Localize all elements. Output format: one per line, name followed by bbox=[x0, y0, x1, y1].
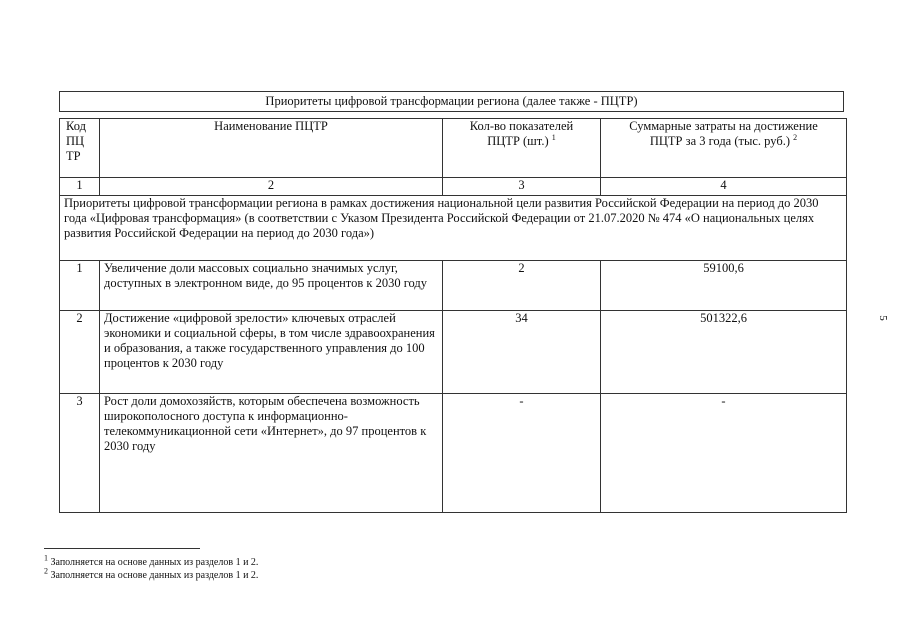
pctr-table bbox=[59, 118, 847, 513]
column-number: 2 bbox=[100, 178, 443, 196]
section-header: Приоритеты цифровой трансформации региона в рамках достижения национальной цели развития Российской Федерации на период до 2030 года «Цифровая трансформация» (в соответствии с Указом Президента Российской Федерации от 21.07.2020 № 474 «О национальных целях развития Российской Федерации на период до 2030 года») bbox=[60, 196, 847, 261]
header-indicators-line-2: ПЦТР (шт.) bbox=[487, 134, 549, 148]
header-code-line-1: Код bbox=[66, 119, 86, 133]
row-indicators: 34 bbox=[443, 311, 601, 394]
header-code-line-2: ПЦ bbox=[66, 134, 85, 148]
header-indicators-line-1: Кол-во показателей bbox=[469, 119, 574, 133]
row-name: Рост доли домохозяйств, которым обеспечена возможность широкополосного доступа к информационно-телекоммуникационной сети «Интернет», до 97 процентов к 2030 году bbox=[100, 394, 443, 513]
table-row bbox=[60, 261, 847, 311]
header-name: Наименование ПЦТР bbox=[100, 119, 443, 178]
footnote-mark: 1 bbox=[44, 553, 48, 563]
section-header-row bbox=[60, 196, 847, 261]
footnote-ref-1[interactable]: 1 bbox=[551, 132, 556, 142]
column-number-row bbox=[60, 178, 847, 196]
row-code: 3 bbox=[60, 394, 100, 513]
footnote-item bbox=[44, 553, 259, 569]
row-code: 1 bbox=[60, 261, 100, 311]
row-costs: 501322,6 bbox=[601, 311, 847, 394]
header-costs bbox=[601, 119, 847, 178]
row-indicators: - bbox=[443, 394, 601, 513]
footnote-item bbox=[44, 566, 259, 582]
row-indicators: 2 bbox=[443, 261, 601, 311]
footnote-divider bbox=[44, 548, 200, 549]
footnotes bbox=[44, 553, 259, 582]
row-name: Увеличение доли массовых социально значимых услуг, доступных в электронном виде, до 95 процентов к 2030 году bbox=[100, 261, 443, 311]
header-code bbox=[60, 119, 100, 178]
row-code: 2 bbox=[60, 311, 100, 394]
header-indicators bbox=[443, 119, 601, 178]
footnote-mark: 2 bbox=[44, 566, 48, 576]
row-name: Достижение «цифровой зрелости» ключевых отраслей экономики и социальной сферы, в том числе здравоохранения и образования, а также государственного управления до 100 процентов к 2030 году bbox=[100, 311, 443, 394]
column-number: 4 bbox=[601, 178, 847, 196]
footnote-text: Заполняется на основе данных из разделов 1 и 2. bbox=[50, 570, 259, 581]
header-costs-line-2: ПЦТР за 3 года (тыс. руб.) bbox=[649, 134, 790, 148]
header-row bbox=[60, 119, 847, 178]
table-title: Приоритеты цифровой трансформации региона (далее также - ПЦТР) bbox=[59, 91, 844, 112]
table-row bbox=[60, 394, 847, 513]
page-number: 5 bbox=[876, 315, 889, 321]
footnote-text: Заполняется на основе данных из разделов 1 и 2. bbox=[50, 557, 259, 568]
footnote-ref-2[interactable]: 2 bbox=[793, 132, 798, 142]
header-costs-line-1: Суммарные затраты на достижение bbox=[629, 119, 818, 133]
table-row bbox=[60, 311, 847, 394]
row-costs: 59100,6 bbox=[601, 261, 847, 311]
row-costs: - bbox=[601, 394, 847, 513]
header-code-line-3: ТР bbox=[66, 149, 81, 163]
column-number: 3 bbox=[443, 178, 601, 196]
column-number: 1 bbox=[60, 178, 100, 196]
